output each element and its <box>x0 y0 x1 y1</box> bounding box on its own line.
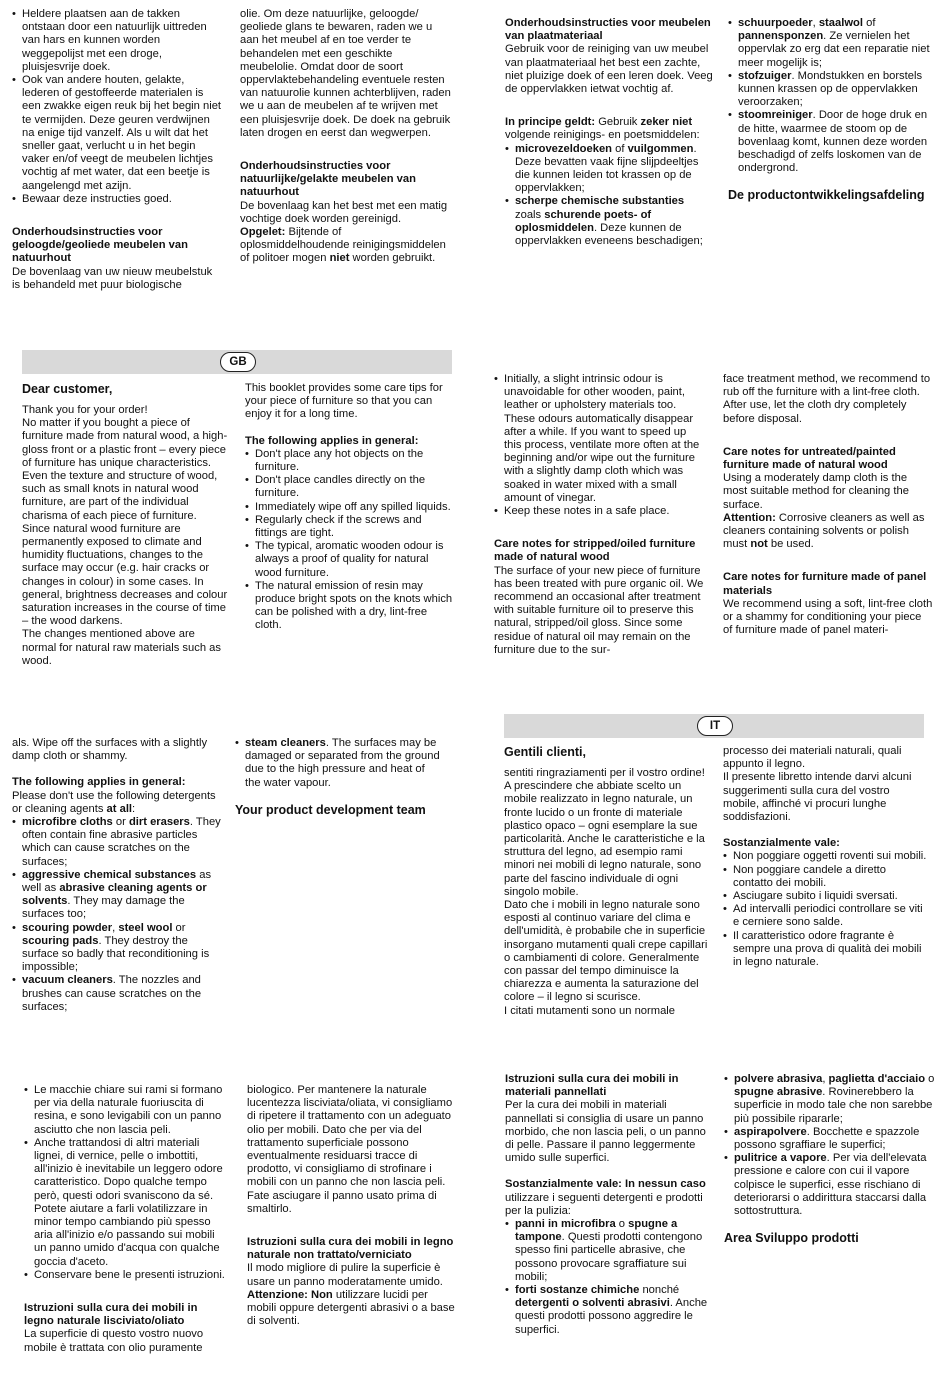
section-heading: Care notes for stripped/oiled furniture made of natural wood <box>494 538 696 564</box>
paragraph: Il presente libretto intende darvi alcuni suggerimenti sulla cura del vostro mobile, affinché vi procuri lunghe soddisfazioni. <box>723 771 912 824</box>
list-item: • panni in microfibra o spugne a tampone. Questi prodotti contengono spesso fini particelle abrasive, che possono provocare sgraffiature sui mobili; <box>505 1218 710 1284</box>
it-column-5 <box>505 1073 710 1337</box>
list-item: • pulitrice a vapore. Per via dell'elevata pressione e calore con cui il vapore colpisce le superfici, esse rischiano di deteriorarsi o addirittura staccarsi dalla sottostruttura. <box>724 1152 936 1218</box>
paragraph: Thank you for your order! <box>22 404 148 416</box>
section-heading: The following applies in general: <box>12 776 186 789</box>
it-column-3 <box>24 1084 229 1355</box>
section-heading: Istruzioni sulla cura dei mobili in materiali pannellati <box>505 1073 679 1099</box>
nl-column-4 <box>728 17 938 203</box>
paragraph: I citati mutamenti sono un normale <box>504 1004 676 1017</box>
it-avoid-list-cont <box>724 1073 936 1218</box>
greeting: Dear customer, <box>22 382 113 396</box>
paragraph: processo dei materiali naturali, quali appunto il legno. <box>723 745 902 771</box>
list-item: • schuurpoeder, staalwol of pannensponzen. Ze vernielen het oppervlak zo erg dat een reparatie niet meer mogelijk is; <box>728 17 938 70</box>
list-item: • Don't place candles directly on the furniture. <box>245 474 455 500</box>
paragraph: A prescindere che abbiate scelto un mobile realizzato in legno naturale, un fronte lucido o un fronte di materiale plastico opaco – ogni esemplare la sue particolarità. Anche le caratteristiche e la struttura del legno, ad esempio rami minori nei mobili di legno naturale, sono parte del fascino individuale di ogni singolo mobile. <box>504 780 705 898</box>
gb-column-6 <box>235 737 440 818</box>
it-language-badge: IT <box>697 716 733 736</box>
signature: Area Sviluppo prodotti <box>724 1231 859 1246</box>
list-item: • aspirapolvere. Bocchette e spazzole possono sgraffiare le superfici; <box>724 1126 936 1152</box>
section-heading: Care notes for untreated/painted furniture made of natural wood <box>723 445 896 472</box>
paragraph: sentiti ringraziamenti per il vostro ordine! <box>504 767 705 779</box>
list-item: • stoomreiniger. Door de hoge druk en de hitte, waarmee de stoom op de bovenlaag komt, kunnen deze worden beschadigd of zelfs loskomen van de ondergrond. <box>728 109 938 175</box>
rule-paragraph: Sostanzialmente vale: In nessun caso utilizzare i seguenti detergenti e prodotti per la pulizia: <box>505 1178 706 1217</box>
paragraph: als. Wipe off the surfaces with a slightly damp cloth or shammy. <box>12 737 208 763</box>
list-item: • steam cleaners. The surfaces may be damaged or separated from the ground due to the high pressure and heat of the water vapour. <box>235 737 440 790</box>
list-item: • Ook van andere houten, gelakte, lederen of gestoffeerde materialen is een zwakke eigen reuk bij het begin niet te vermijden. Deze geuren verdwijnen na enige tijd vanzelf. Als u wilt dat het sneller gaat, verlucht u in het begin vaker en/of veegt de meubelen lichtjes vochtig af met water, dat een beetje is aangelengd met azijn. <box>12 74 222 193</box>
rule-paragraph: In principe geldt: Gebruik zeker niet volgende reinigings- en poetsmiddelen: <box>505 116 700 142</box>
nl-avoid-list-cont <box>728 17 938 175</box>
it-column-6 <box>724 1073 936 1246</box>
nl-column-3 <box>505 17 713 248</box>
gb-avoid-list <box>12 816 222 1014</box>
section-heading: Istruzioni sulla cura dei mobili in legno naturale lisciviato/oliato <box>24 1302 198 1328</box>
section-heading: Onderhoudsinstructies voor natuurlijke/gelakte meubelen van natuurhout <box>240 160 416 199</box>
it-column-1 <box>504 745 709 1018</box>
section-heading: The following applies in general: <box>245 434 419 447</box>
paragraph: Per la cura dei mobili in materiali pannellati si consiglia di usare un panno morbido, che non lascia peli, o un panno di pelle. Passare il panno leggermente umido sulle superfici. <box>505 1099 706 1165</box>
section-heading: Care notes for furniture made of panel materials <box>723 571 927 597</box>
paragraph: De bovenlaag van uw nieuw meubelstuk is behandeld met puur biologische <box>12 265 213 291</box>
nl-column-1 <box>12 8 222 292</box>
paragraph: face treatment method, we recommend to rub off the furniture with a lint-free cloth. After use, let the cloth dry completely before disposal. <box>723 373 931 425</box>
section-heading: Sostanzialmente vale: <box>723 837 840 850</box>
paragraph: The surface of your new piece of furniture has been treated with pure organic oil. We recommend an occasional after treatment with suitable furniture oil to preserve this natural, stripped/oil gloss. Since some residue of natural oil may remain on the furniture due to the sur- <box>494 564 704 656</box>
signature: De productontwikkelingsafdeling <box>728 188 925 203</box>
list-item: • Il caratteristico odore fragrante è sempre una prova di qualità dei mobili in legno naturale. <box>723 930 928 970</box>
list-item: • polvere abrasiva, paglietta d'acciaio o spugne abrasive. Rovinerebbero la superficie in modo tale che non sarebbe più possibile ripararle; <box>724 1073 936 1126</box>
section-heading: Istruzioni sulla cura dei mobili in legno naturale non trattato/verniciato <box>247 1236 454 1262</box>
paragraph: We recommend using a soft, lint-free cloth or a shammy for conditioning your piece of furniture made of panel materi- <box>723 597 933 637</box>
section-heading: Onderhoudsinstructies voor geloogde/geoliede meubelen van natuurhout <box>12 226 188 265</box>
it-odour-list <box>24 1084 229 1282</box>
paragraph: No matter if you bought a piece of furniture made from natural wood, a high-gloss front or a plastic front – every piece of furniture has unique characteristics. Even the texture and structure of wood, such as small knots in natural wood furniture, are part of the individual charisma of each piece of furniture. <box>22 417 228 522</box>
paragraph: The changes mentioned above are normal for natural raw materials such as wood. <box>22 628 221 667</box>
list-item: • Anche trattandosi di altri materiali lignei, di vernice, pelle o imbottiti, all'inizio è inevitabile un leggero odore caratteristico. Dopo qualche tempo però, questi odori svaniscono da sé. Potete aiutare a farli volatilizzare in minor tempo cambiando più spesso aria all'inizio e/o passando sui mobili un panno umido d'acqua con qualche goccia d'aceto. <box>24 1137 229 1269</box>
paragraph: Il modo migliore di pulire la superficie è usare un panno moderatamente umido. <box>247 1262 443 1288</box>
gb-column-5 <box>12 737 222 1014</box>
list-item: • Non poggiare candele a diretto contatto dei mobili. <box>723 864 928 890</box>
list-item: • vacuum cleaners. The nozzles and brushes can cause scratches on the surfaces; <box>12 974 222 1014</box>
warning-paragraph: Attenzione: Non utilizzare lucidi per mobili oppure detergenti abrasivi o a base di solventi. <box>247 1288 455 1328</box>
gb-column-3 <box>494 373 704 657</box>
paragraph: La superficie di questo vostro nuovo mobile è trattata con olio puramente <box>24 1328 204 1354</box>
greeting: Gentili clienti, <box>504 745 586 759</box>
list-item: • microvezeldoeken of vuilgommen. Deze bevatten vaak fijne slijpdeeltjes die kunnen leiden tot krassen op de oppervlakken; <box>505 143 713 196</box>
it-avoid-list <box>505 1218 710 1337</box>
list-item: • Regularly check if the screws and fittings are tight. <box>245 514 455 540</box>
list-item: • scherpe chemische substanties zoals schurende poets- of oplosmiddelen. Deze kunnen de oppervlakken eveneens beschadigen; <box>505 195 713 248</box>
nl-avoid-list <box>505 143 713 249</box>
list-item: • microfibre cloths or dirt erasers. They often contain fine abrasive particles which can cause scratches on the surfaces; <box>12 816 222 869</box>
paragraph: This booklet provides some care tips for your piece of furniture so that you can enjoy it for a long time. <box>245 382 443 421</box>
warning-paragraph: Attention: Corrosive cleaners as well as cleaners containing solvents or polish must not be used. <box>723 511 925 551</box>
gb-language-badge: GB <box>220 352 256 372</box>
nl-bullet-list <box>12 8 222 206</box>
list-item: • stofzuiger. Mondstukken en borstels kunnen krassen op de oppervlakken veroorzaken; <box>728 70 938 110</box>
list-item: • Don't place any hot objects on the furniture. <box>245 448 455 474</box>
gb-avoid-list-cont <box>235 737 440 790</box>
list-item: • aggressive chemical substances as well as abrasive cleaning agents or solvents. They may damage the surfaces too; <box>12 869 222 922</box>
gb-column-1 <box>22 382 232 668</box>
gb-odour-list <box>494 373 704 518</box>
list-item: • Bewaar deze instructies goed. <box>12 193 222 206</box>
gb-general-list <box>245 448 455 633</box>
paragraph: Dato che i mobili in legno naturale sono esposti al continuo variare del clima e dell'umidità, è probabile che in superficie insorgano mutamenti quali crepe capillari o cambiamenti di colore. Generalmente con passar del tempo diminuisce la chiarezza e aumenta la saturazione del colore – il legno si scurisce. <box>504 899 708 1004</box>
it-column-4 <box>247 1084 457 1328</box>
warning-paragraph: Opgelet: Bijtende of oplosmiddelhoudende reinigingsmiddelen of politoer mogen niet worden gebruikt. <box>240 226 446 265</box>
list-item: • Initially, a slight intrinsic odour is unavoidable for other wooden, paint, leather or upholstery materials too. These odours automatically disappear after a while. If you want to speed up this process, ventilate more often at the beginning and/or wipe out the furniture with a slightly damp cloth which was soaked in water mixed with a small amount of vinegar. <box>494 373 704 505</box>
list-item: • forti sostanze chimiche nonché detergenti o solventi abrasivi. Anche questi prodotti possono aggredire le superfici. <box>505 1284 710 1337</box>
list-item: • scouring powder, steel wool or scouring pads. They destroy the surface so badly that reconditioning is impossible; <box>12 922 222 975</box>
it-general-list <box>723 850 928 969</box>
list-item: • Conservare bene le presenti istruzioni. <box>24 1269 229 1282</box>
paragraph: Using a moderately damp cloth is the most suitable method for cleaning the surface. <box>723 472 909 511</box>
paragraph: Gebruik voor de reiniging van uw meubel van plaatmateriaal het best een zachte, niet pluizige doek of een leren doek. Veeg de oppervlakken ietwat vochtig af. <box>505 43 713 96</box>
list-item: • The typical, aromatic wooden odour is always a proof of quality for natural wood furniture. <box>245 540 455 580</box>
paragraph: Since natural wood furniture are permanently exposed to climate and humidity fluctuations, changes to the surface may occur (e.g. hair cracks or changes in colour) in some cases. In general, brightness decreases and colour saturation increases in the course of time – the wood darkens. <box>22 522 228 628</box>
nl-column-2 <box>240 8 452 266</box>
list-item: • Keep these notes in a safe place. <box>494 505 704 518</box>
it-column-2 <box>723 745 928 969</box>
paragraph: olie. Om deze natuurlijke, geloogde/ geoliede glans te bewaren, raden we u aan het meubel af en toe verder te behandelen met een geschikte meubelolie. Omdat door de soort oppervlaktebehandeling eventuele resten van natuurolie kunnen achterblijven, raden we u aan de meubelen af te wrijven met een pluisjesvrije doek. De doek na gebruik laten drogen en eerst dan wegwerpen. <box>240 8 451 139</box>
list-item: • Le macchie chiare sui rami si formano per via della naturale fuoriuscita di resina, e sono levigabili con un panno asciutto che non lascia peli. <box>24 1084 229 1137</box>
list-item: • Asciugare subito i liquidi sversati. <box>723 890 928 903</box>
section-heading: Onderhoudsinstructies voor meubelen van plaatmateriaal <box>505 17 711 43</box>
paragraph: biologico. Per mantenere la naturale lucentezza lisciviata/oliata, vi consigliamo di ripetere il trattamento con un adeguato olio per mobili. Dato che per via del trattamento superficiale possono eventualmente residuarsi tracce di prodotto, vi consigliamo di strofinare i mobili con un panno che non lascia peli. Fate asciugare il panno usato prima di smaltirlo. <box>247 1084 453 1215</box>
gb-column-2 <box>245 382 455 633</box>
gb-column-4 <box>723 373 933 637</box>
rule-paragraph: Please don't use the following detergents or cleaning agents at all: <box>12 789 216 815</box>
list-item: • Immediately wipe off any spilled liquids. <box>245 501 455 514</box>
list-item: • Non poggiare oggetti roventi sui mobili. <box>723 850 928 863</box>
signature: Your product development team <box>235 802 426 817</box>
list-item: • The natural emission of resin may produce bright spots on the knots which can be polished with a dry, lint-free cloth. <box>245 580 455 633</box>
list-item: • Ad intervalli periodici controllare se viti e cerniere sono salde. <box>723 903 928 929</box>
list-item: • Heldere plaatsen aan de takken ontstaan door een natuurlijk uittreden van hars en kunnen worden weggepolijst met een droge, pluisjesvrije doek. <box>12 8 222 74</box>
paragraph: De bovenlaag kan het best met een matig vochtige doek worden gereinigd. <box>240 199 448 225</box>
